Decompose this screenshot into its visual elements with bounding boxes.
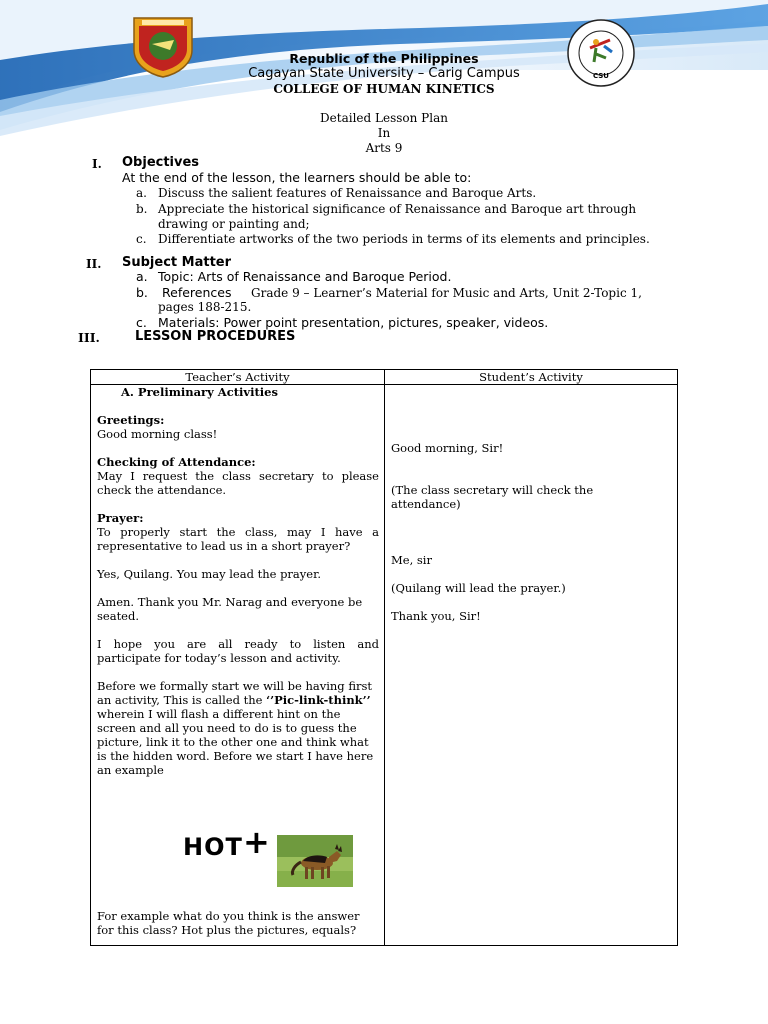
objective-c-text: Differentiate artworks of the two periods in terms of its elements and principles.: [158, 232, 650, 246]
activity-intro-post: wherein I will flash a different hint on the screen and all you need to do is to guess the picture, link it to the other one and think what is the hidden word. Before we start I have here an example: [97, 707, 374, 777]
objective-b-text: Appreciate the historical significance of Renaissance and Baroque art through: [158, 202, 637, 216]
plus-sign-graphic: +: [243, 823, 270, 861]
example-question-text: For example what do you think is the answer for this class? Hot plus the pictures, equals?: [97, 909, 360, 937]
greetings-text: Good morning class!: [97, 427, 218, 441]
teacher-column-header: Teacher’s Activity: [91, 370, 385, 385]
amen-text: Amen. Thank you Mr. Narag and everyone be seated.: [97, 595, 363, 623]
attendance-label: Checking of Attendance:: [97, 455, 256, 469]
references-label: References: [162, 285, 232, 300]
objectives-intro: At the end of the lesson, the learners should be able to:: [122, 170, 472, 185]
student-activity-cell: [385, 385, 678, 946]
logo-abbr-text: CSU: [593, 72, 609, 80]
hope-text: I hope you are all ready to listen and participate for today’s lesson and activity.: [97, 637, 379, 665]
procedures-number: III.: [78, 330, 100, 345]
prayer-permission-text: Yes, Quilang. You may lead the prayer.: [97, 567, 321, 581]
topic-text: Topic: Arts of Renaissance and Baroque Period.: [158, 269, 452, 284]
plan-title-line3: Arts 9: [365, 141, 403, 155]
plan-title-line2: In: [377, 126, 391, 140]
college-line: COLLEGE OF HUMAN KINETICS: [273, 82, 495, 96]
activity-name: ‘’Pic-link-think’’: [266, 693, 371, 707]
student-volunteer: Me, sir: [391, 553, 432, 567]
teacher-activity-cell: [91, 385, 385, 946]
procedures-heading: LESSON PROCEDURES: [135, 329, 296, 344]
student-attendance: (The class secretary will check the attendance): [391, 483, 594, 511]
student-thanks: Thank you, Sir!: [391, 609, 481, 623]
attendance-text: May I request the class secretary to please check the attendance.: [97, 469, 379, 497]
objective-b-text-cont: drawing or painting and;: [158, 217, 310, 231]
plan-title-line1: Detailed Lesson Plan: [320, 111, 448, 125]
lesson-procedure-table: [90, 369, 678, 946]
objective-c-letter: c.: [136, 232, 147, 246]
references-text: Grade 9 – Learner’s Material for Music and Arts, Unit 2-Topic 1,: [251, 286, 642, 300]
republic-line: Republic of the Philippines: [289, 51, 479, 66]
hot-word-graphic: HOT: [183, 833, 243, 861]
references-letter: b.: [136, 285, 148, 300]
objective-b-letter: b.: [136, 202, 148, 216]
subject-number: II.: [86, 257, 102, 271]
materials-text: Materials: Power point presentation, pictures, speaker, videos.: [158, 315, 549, 330]
objectives-number: I.: [92, 157, 102, 171]
materials-letter: c.: [136, 315, 147, 330]
student-column-header: Student’s Activity: [385, 370, 678, 385]
student-greeting: Good morning, Sir!: [391, 441, 504, 455]
references-text-cont: pages 188-215.: [158, 300, 252, 314]
prayer-text: To properly start the class, may I have a representative to lead us in a short prayer?: [97, 525, 379, 553]
subject-heading: Subject Matter: [122, 255, 232, 270]
objectives-heading: Objectives: [122, 155, 200, 170]
topic-letter: a.: [136, 269, 148, 284]
student-prayer: (Quilang will lead the prayer.): [391, 581, 566, 595]
objective-a-letter: a.: [136, 186, 147, 200]
preliminary-activities-heading: A. Preliminary Activities: [121, 385, 278, 399]
prayer-label: Prayer:: [97, 511, 144, 525]
activity-intro-text: [97, 679, 377, 777]
university-line: Cagayan State University – Carig Campus: [248, 66, 520, 81]
german-shepherd-dog-image: [277, 835, 353, 887]
activity-intro-pre: Before we formally start we will be having first an activity, This is called the: [97, 679, 373, 707]
greetings-label: Greetings:: [97, 413, 165, 427]
objective-a-text: Discuss the salient features of Renaissance and Baroque Arts.: [158, 186, 537, 200]
